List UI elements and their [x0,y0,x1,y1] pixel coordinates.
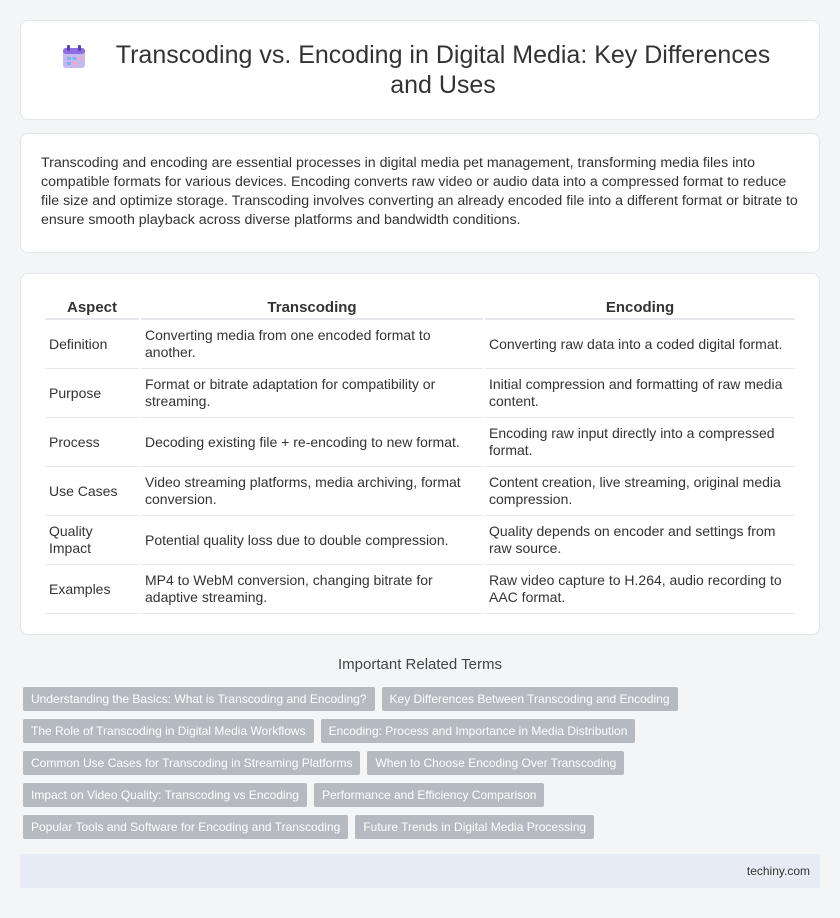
page-title: Transcoding vs. Encoding in Digital Media: Key Differences and Uses [115,41,771,99]
aspect-cell: Quality Impact [45,516,139,565]
table-row [45,516,795,565]
header-transcoding: Transcoding [141,294,483,320]
aspect-cell: Purpose [45,369,139,418]
related-term-link[interactable]: The Role of Transcoding in Digital Media Workflows [23,719,314,743]
related-term-link[interactable]: Understanding the Basics: What is Transcoding and Encoding? [23,687,375,711]
related-term-link[interactable]: Performance and Efficiency Comparison [314,783,545,807]
tag-row [23,751,823,775]
related-term-link[interactable]: Encoding: Process and Importance in Media Distribution [321,719,636,743]
transcoding-cell: Decoding existing file + re-encoding to new format. [141,418,483,467]
title-wrap [61,40,779,100]
encoding-cell: Raw video capture to H.264, audio recording to AAC format. [485,565,795,614]
related-terms-title: Important Related Terms [338,656,502,673]
encoding-cell: Encoding raw input directly into a compressed format. [485,418,795,467]
aspect-cell: Use Cases [45,467,139,516]
transcoding-cell: Potential quality loss due to double compression. [141,516,483,565]
transcoding-cell: Video streaming platforms, media archiving, format conversion. [141,467,483,516]
comparison-table [43,294,797,614]
footer [20,854,820,888]
encoding-cell: Converting raw data into a coded digital format. [485,320,795,369]
transcoding-cell: Format or bitrate adaptation for compatibility or streaming. [141,369,483,418]
calendar-icon [61,44,87,70]
aspect-cell: Definition [45,320,139,369]
intro-paragraph: Transcoding and encoding are essential processes in digital media pet management, transforming media files into compatible formats for various devices. Encoding converts raw video or audio data into a compressed format to reduce file size and optimize storage. Transcoding involves converting an already encoded file into a different format or bitrate to ensure smooth playback across diverse platforms and bandwidth conditions. [41,155,798,228]
tag-row [23,719,823,743]
related-term-link[interactable]: Impact on Video Quality: Transcoding vs Encoding [23,783,307,807]
encoding-cell: Initial compression and formatting of raw media content. [485,369,795,418]
aspect-cell: Examples [45,565,139,614]
aspect-cell: Process [45,418,139,467]
related-term-link[interactable]: When to Choose Encoding Over Transcoding [367,751,624,775]
comparison-card [20,273,820,635]
table-row [45,418,795,467]
related-term-link[interactable]: Key Differences Between Transcoding and Encoding [382,687,678,711]
table-row [45,369,795,418]
tag-row [23,783,823,807]
header-encoding: Encoding [485,294,795,320]
footer-site-name[interactable]: techiny.com [746,864,810,878]
intro-card [20,133,820,253]
encoding-cell: Quality depends on encoder and settings from raw source. [485,516,795,565]
related-term-link[interactable]: Common Use Cases for Transcoding in Streaming Platforms [23,751,360,775]
table-row [45,467,795,516]
tag-row [23,687,823,711]
transcoding-cell: Converting media from one encoded format to another. [141,320,483,369]
related-term-link[interactable]: Future Trends in Digital Media Processing [355,815,594,839]
header-card [20,20,820,120]
table-row [45,565,795,614]
table-header-row [45,294,795,320]
related-term-link[interactable]: Popular Tools and Software for Encoding and Transcoding [23,815,348,839]
related-terms-list [23,687,823,847]
encoding-cell: Content creation, live streaming, original media compression. [485,467,795,516]
table-row [45,320,795,369]
header-aspect: Aspect [45,294,139,320]
transcoding-cell: MP4 to WebM conversion, changing bitrate for adaptive streaming. [141,565,483,614]
tag-row [23,815,823,839]
